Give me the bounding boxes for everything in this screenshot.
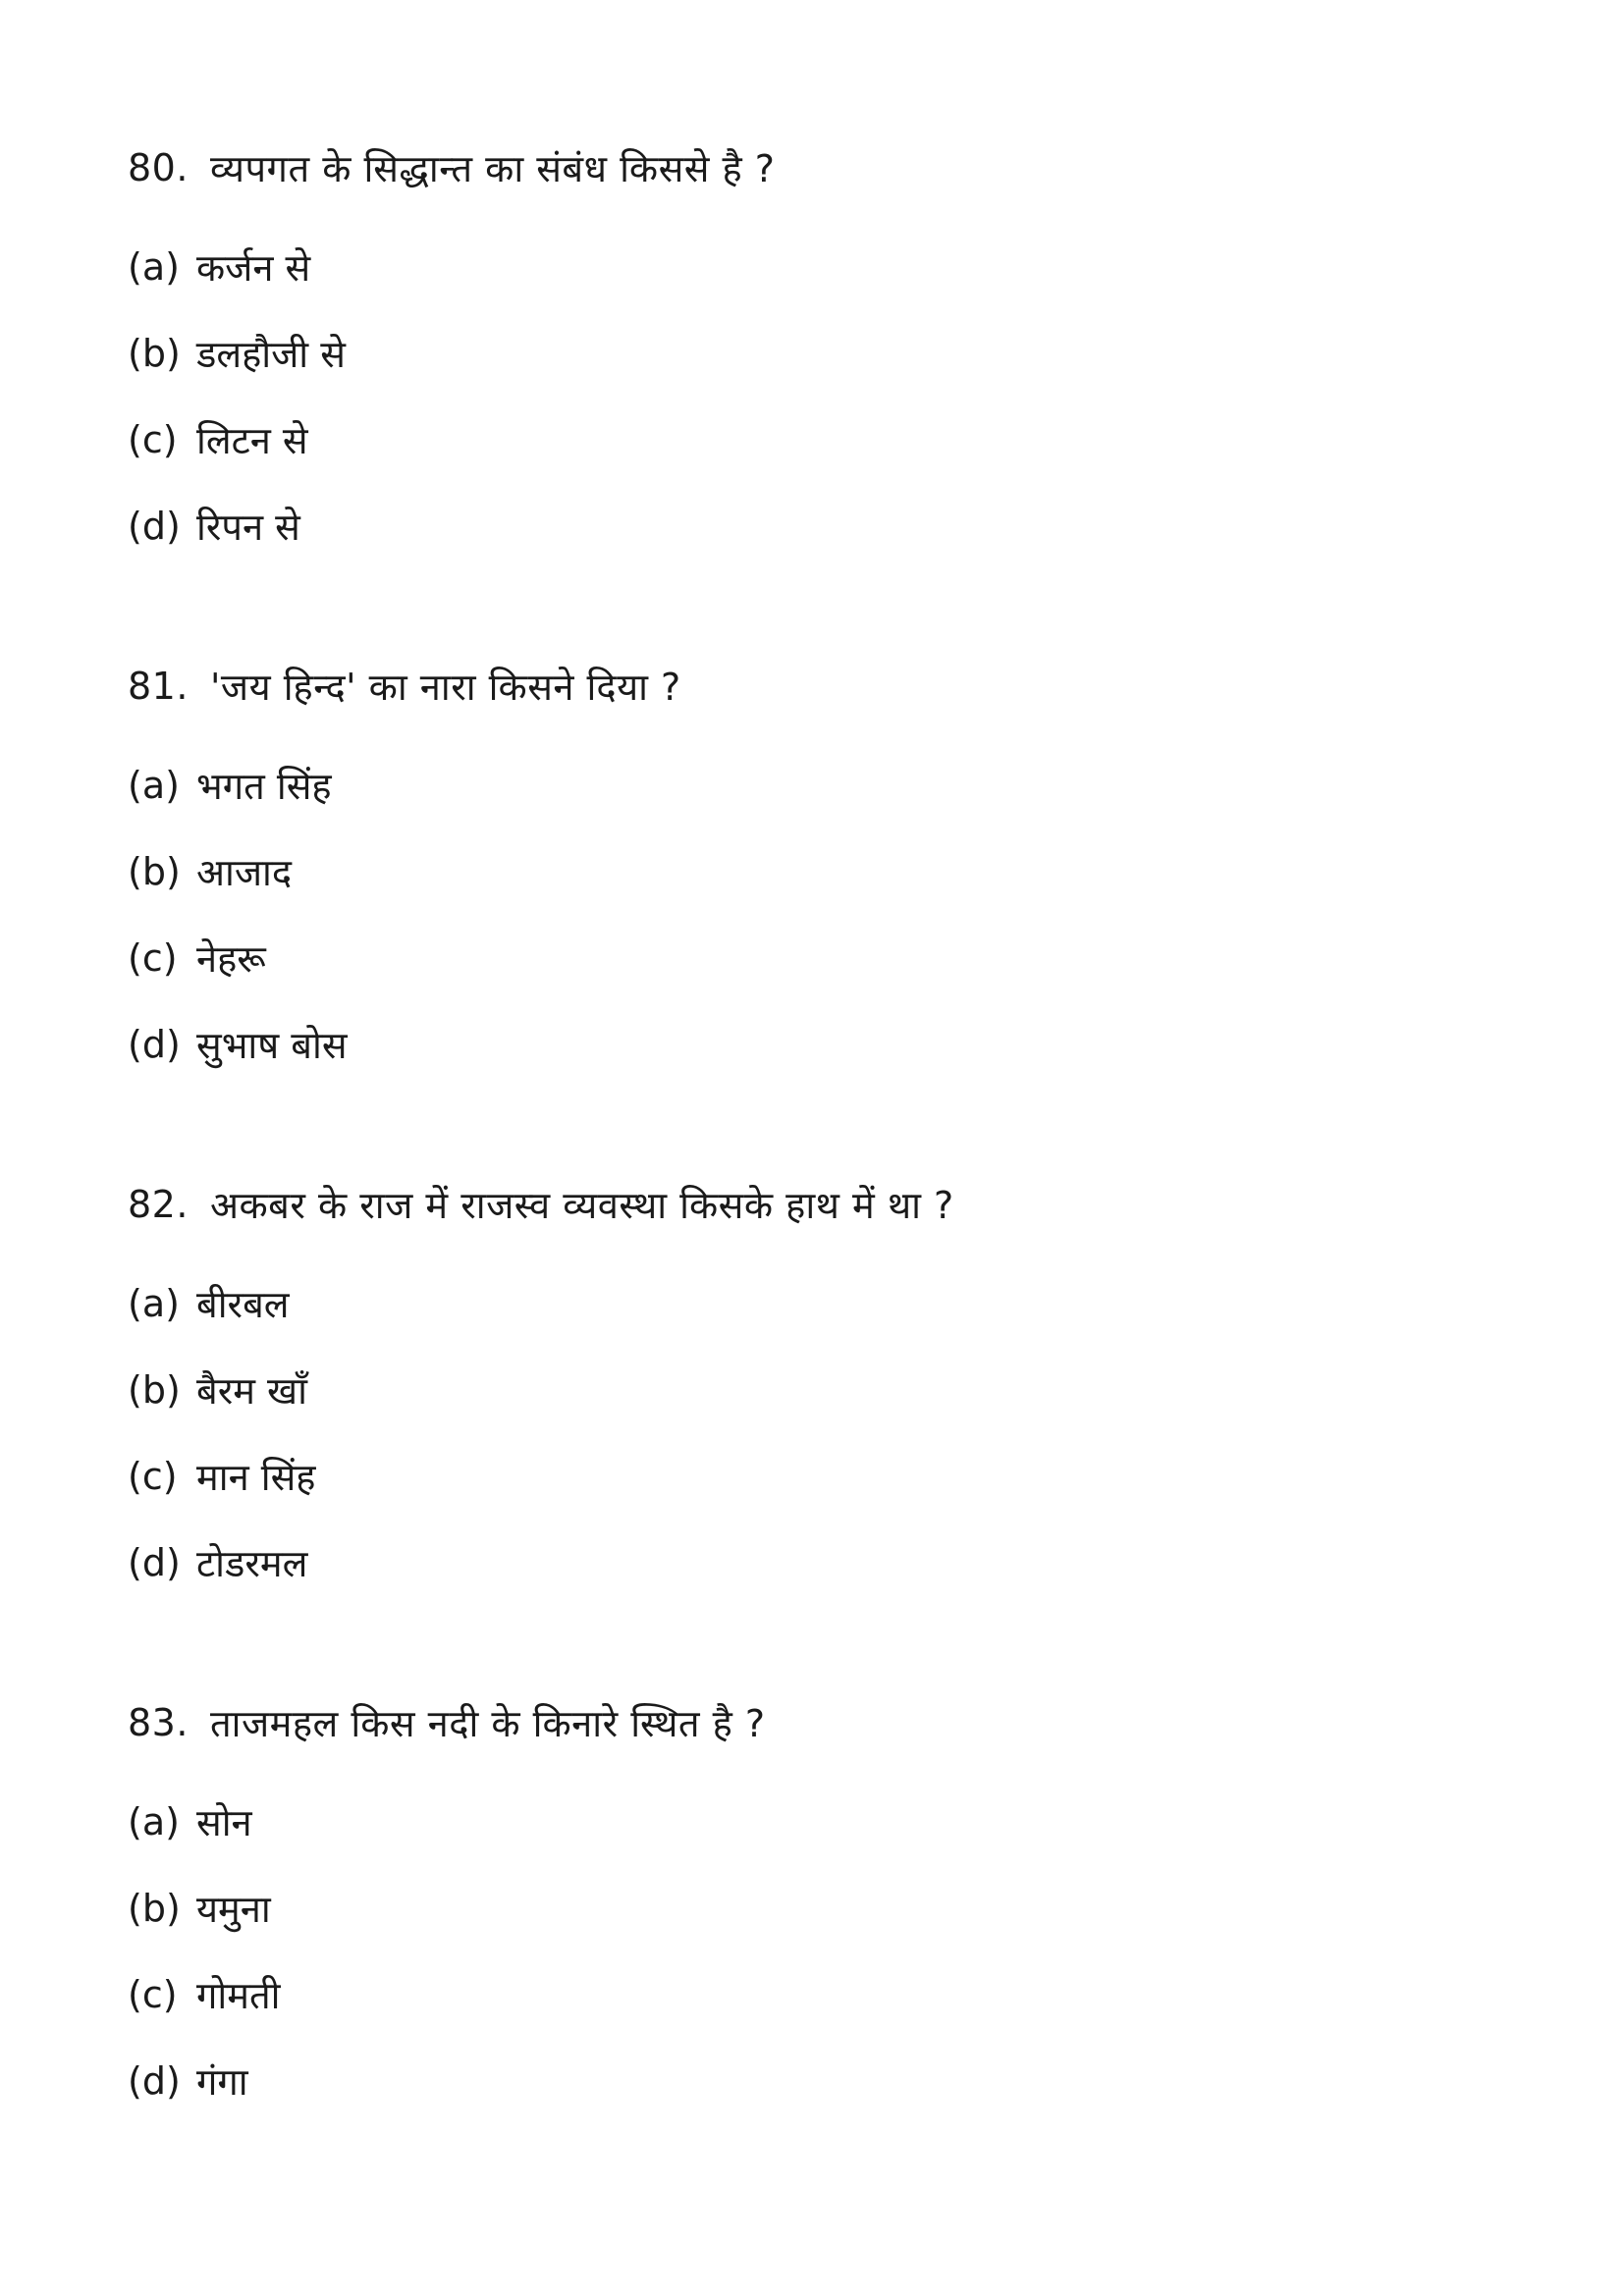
option-text: गंगा xyxy=(196,2060,248,2104)
question-81-options xyxy=(128,742,1502,1088)
question-82-options xyxy=(128,1260,1502,1606)
question-text: अकबर के राज में राजस्व व्यवस्था किसके हाथ में था ? xyxy=(209,1184,954,1227)
option-a xyxy=(128,1779,1502,1865)
option-text: टोडरमल xyxy=(196,1542,308,1585)
question-83 xyxy=(128,1692,1502,2124)
option-d xyxy=(128,2038,1502,2124)
option-letter: (b) xyxy=(128,1368,181,1412)
option-letter: (c) xyxy=(128,418,178,461)
option-letter: (b) xyxy=(128,850,181,893)
option-b xyxy=(128,310,1502,397)
question-text: 'जय हिन्द' का नारा किसने दिया ? xyxy=(209,666,681,709)
question-83-text-line xyxy=(128,1692,1502,1753)
option-letter: (b) xyxy=(128,332,181,375)
option-text: भगत सिंह xyxy=(196,765,332,808)
option-text: यमुना xyxy=(196,1888,271,1931)
option-a xyxy=(128,1260,1502,1347)
option-text: सोन xyxy=(196,1801,252,1844)
option-text: कर्जन से xyxy=(196,246,311,290)
question-83-options xyxy=(128,1779,1502,2124)
option-text: डलहौजी से xyxy=(196,333,346,376)
option-letter: (c) xyxy=(128,936,178,980)
option-a xyxy=(128,742,1502,828)
option-letter: (d) xyxy=(128,1541,181,1584)
option-text: नेहरू xyxy=(196,937,266,981)
question-81 xyxy=(128,656,1502,1088)
option-b xyxy=(128,1865,1502,1951)
option-text: बैरम खाँ xyxy=(196,1369,307,1413)
question-number: 80. xyxy=(128,146,189,189)
question-82-text-line xyxy=(128,1174,1502,1235)
option-letter: (d) xyxy=(128,505,181,548)
option-letter: (c) xyxy=(128,1973,178,2016)
option-text: मान सिंह xyxy=(196,1456,316,1499)
question-number: 81. xyxy=(128,665,189,708)
question-number: 83. xyxy=(128,1701,189,1744)
question-text: व्यपगत के सिद्धान्त का संबंध किससे है ? xyxy=(209,147,776,190)
option-c xyxy=(128,1951,1502,2038)
option-letter: (c) xyxy=(128,1455,178,1498)
option-a xyxy=(128,224,1502,310)
question-82 xyxy=(128,1174,1502,1606)
option-c xyxy=(128,1433,1502,1520)
option-letter: (a) xyxy=(128,1800,180,1843)
option-c xyxy=(128,397,1502,483)
option-letter: (d) xyxy=(128,1023,181,1066)
option-letter: (a) xyxy=(128,1282,180,1325)
question-80-options xyxy=(128,224,1502,569)
option-letter: (a) xyxy=(128,764,180,807)
option-text: गोमती xyxy=(196,1974,281,2017)
option-text: लिटन से xyxy=(196,419,308,462)
option-text: रिपन से xyxy=(196,506,300,549)
option-letter: (b) xyxy=(128,1887,181,1930)
question-81-text-line xyxy=(128,656,1502,717)
option-d xyxy=(128,1520,1502,1606)
option-letter: (d) xyxy=(128,2059,181,2103)
option-c xyxy=(128,915,1502,1001)
option-text: आजाद xyxy=(196,851,293,894)
question-text: ताजमहल किस नदी के किनारे स्थित है ? xyxy=(209,1702,766,1745)
option-text: सुभाष बोस xyxy=(196,1024,348,1067)
option-d xyxy=(128,1001,1502,1088)
option-b xyxy=(128,1347,1502,1433)
question-80 xyxy=(128,137,1502,569)
question-80-text-line xyxy=(128,137,1502,198)
option-text: बीरबल xyxy=(196,1283,290,1326)
question-number: 82. xyxy=(128,1183,189,1226)
option-letter: (a) xyxy=(128,245,180,289)
option-d xyxy=(128,483,1502,569)
option-b xyxy=(128,828,1502,915)
